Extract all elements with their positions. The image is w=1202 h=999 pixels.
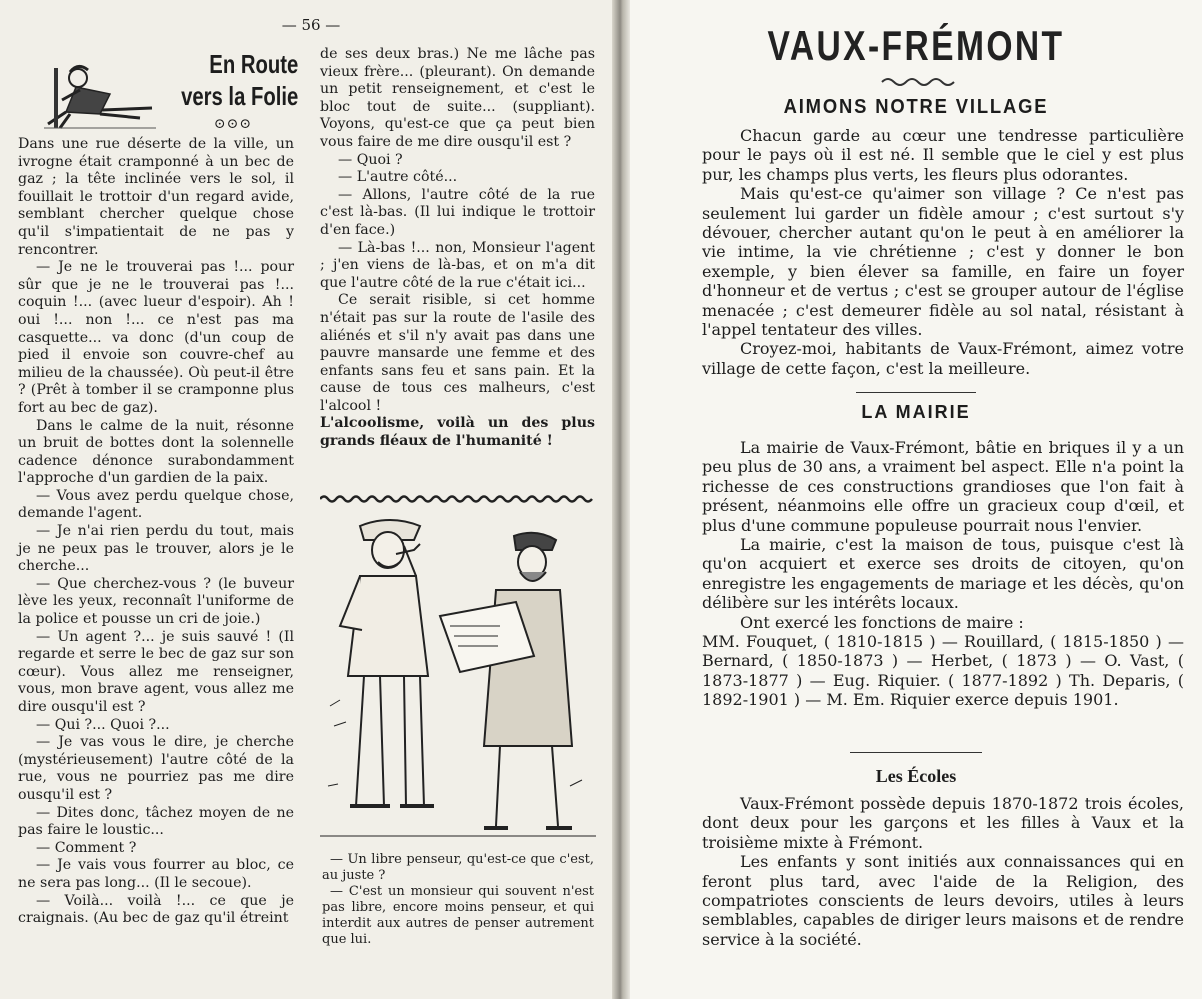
paragraph: — Qui ?... Quoi ?...	[36, 716, 170, 733]
paragraph: La mairie, c'est la maison de tous, puisque c'est là qu'on acquiert et exerce ses droits de citoyen, qu'on enregistre les engagements de mariage et les décès, qu'on délibère sur les intérêts locaux.	[702, 535, 1184, 613]
paragraph: Dans le calme de la nuit, résonne un bruit de bottes dont la solennelle cadence dénonce surabondamment l'approche d'un gardien de la paix.	[18, 417, 294, 487]
paragraph: — Là-bas !... non, Monsieur l'agent ; j'en viens de là-bas, et on m'a dit que l'autre côté de la rue c'était ici...	[320, 239, 595, 291]
section-heading-aimons: AIMONS NOTRE VILLAGE	[783, 96, 1049, 118]
divider-line	[850, 752, 982, 753]
paragraph: Ce serait risible, si cet homme n'était pas sur la route de l'asile des aliénés et s'il n'y avait pas dans une pauvre mansarde une femme et des enfants sans feu et sans pain. Et la cause de tous ces malheurs, c'est l'alcool !	[320, 292, 595, 414]
story-title-block	[30, 46, 300, 134]
wavy-divider	[320, 494, 596, 504]
paragraph: — Comment ?	[36, 839, 137, 856]
paragraph: — Je vais vous fourrer au bloc, ce ne sera pas long... (Il le secoue).	[18, 857, 294, 891]
paragraph: Croyez-moi, habitants de Vaux-Frémont, aimez votre village de cette façon, c'est la meilleure.	[702, 339, 1184, 378]
paragraph: Dans une rue déserte de la ville, un ivrogne était cramponné à un bec de gaz ; la tête inclinée vers le sol, il fouillait le trottoir d'un regard avide, semblant chercher quelque chose qu'il s'impatientait de ne pas y rencontrer.	[18, 136, 294, 258]
paragraph: — Voilà... voilà !... ce que je craignais. (Au bec de gaz qu'il étreint	[18, 892, 294, 927]
mayors-list: MM. Fouquet, ( 1810-1815 ) — Rouillard, ( 1815-1850 ) — Bernard, ( 1850-1873 ) — Herbet, ( 1873 ) — O. Vast, ( 1873-1877 ) — Eug. Riquier. ( 1877-1892 ) Th. Deparis, ( 1892-1901 ) — M. Em. Riquier exerce depuis 1901.	[702, 632, 1184, 710]
village-title: VAUX-FRÉMONT	[767, 22, 1065, 69]
title-ornament: ⊙⊙⊙	[213, 116, 253, 132]
paragraph: — Allons, l'autre côté de la rue c'est là-bas. (Il lui indique le trottoir d'en face.)	[320, 186, 595, 238]
story-title	[181, 48, 298, 112]
page-number: — 56 —	[281, 16, 341, 34]
story-title-line2: vers la Folie	[180, 81, 298, 111]
paragraph: — Je vas vous le dire, je cherche (mystérieusement) l'autre côté de la rue, vous ne pourriez pas me dire ousqu'il est ?	[18, 734, 294, 803]
story-title-line1: En Route	[208, 49, 298, 79]
cartoon-caption	[322, 852, 594, 948]
paragraph: — Vous avez perdu quelque chose, demande l'agent.	[18, 487, 294, 522]
title-ornament	[880, 76, 960, 88]
book-gutter	[612, 0, 630, 999]
bold-warning-text: L'alcoolisme, voilà un des plus grands fléaux de l'humanité !	[320, 415, 595, 450]
paragraph: — Que cherchez-vous ? (le buveur lève les yeux, reconnaît l'uniforme de la police et pousse un cri de joie.)	[18, 575, 294, 628]
section-heading-ecoles: Les Écoles	[875, 766, 957, 786]
paragraph: de ses deux bras.) Ne me lâche pas vieux frère... (pleurant). On demande un petit renseignement, et c'est le bloc tout de suite... (suppliant). Voyons, qu'est-ce que ça peut bien vous faire de me dire ousqu'il est ?	[320, 46, 595, 150]
paragraph: — Quoi ?	[338, 151, 403, 168]
mairie-section	[702, 438, 1184, 710]
paragraph: Mais qu'est-ce qu'aimer son village ? Ce n'est pas seulement lui garder un fidèle amour ; c'est surtout s'y dévouer, chercher autant qu'on le peut à en améliorer la vie intime, la vie chrétienne ; c'est y donner le bon exemple, y bien élever sa famille, en faire un foyer d'honneur et de vertus ; c'est se grouper autour de l'église menacée ; c'est demeurer fidèle au sol natal, résistant à l'appel tentateur des villes.	[702, 184, 1184, 340]
alcoholism-warning	[320, 415, 595, 450]
paragraph: — Je n'ai rien perdu du tout, mais je ne peux pas le trouver, alors je le cherche...	[18, 523, 294, 575]
paragraph: Les enfants y sont initiés aux connaissances qui en feront plus tard, avec l'aide de la Religion, des compatriotes conscients de leurs devoirs, utiles à leurs semblables, capables de diriger leurs maisons et de rendre service à la société.	[702, 852, 1184, 949]
cartoon-illustration	[320, 506, 596, 846]
story-column-2	[320, 46, 595, 451]
ecoles-section	[702, 794, 1184, 949]
section-heading-mairie: LA MAIRIE	[861, 402, 971, 422]
paragraph: — L'autre côté...	[338, 169, 458, 186]
paragraph: — Je ne le trouverai pas !... pour sûr que je ne le trouverai pas !... coquin !... (avec lueur d'espoir). Ah ! oui !... non !... ce n'est pas ma casquette... va donc (d'un coup de pied il envoie son couvre-chef au milieu de la chaussée). Où peut-il être ? (Prêt à tomber il se cramponne plus fort au bec de gaz).	[18, 259, 294, 416]
paragraph: — Dites donc, tâchez moyen de ne pas faire le loustic...	[18, 804, 294, 839]
story-column-1	[18, 136, 294, 928]
drunkard-illustration	[40, 60, 158, 130]
paragraph: La mairie de Vaux-Frémont, bâtie en briques il y a un peu plus de 30 ans, a vraiment bel aspect. Elle n'a point la richesse de ces constructions grandioses que l'on fait à présent, néanmoins elle offre un gracieux coup d'œil, et plus d'une commune populeuse pourrait nous l'envier.	[702, 438, 1184, 535]
paragraph: Ont exercé les fonctions de maire :	[740, 612, 1024, 632]
caption-line: — C'est un monsieur qui souvent n'est pas libre, encore moins penseur, et qui interdit aux autres de penser autrement que lui.	[322, 884, 594, 947]
right-page	[630, 0, 1202, 999]
divider-line	[856, 392, 976, 393]
caption-line: — Un libre penseur, qu'est-ce que c'est, au juste ?	[322, 852, 594, 883]
paragraph: — Un agent ?... je suis sauvé ! (Il regarde et serre le bec de gaz sur son cœur). Vous allez me renseigner, vous, mon brave agent, vous allez me dire ousqu'il est ?	[18, 628, 294, 715]
paragraph: Vaux-Frémont possède depuis 1870-1872 trois écoles, dont deux pour les garçons et les filles à Vaux et la troisième mixte à Frémont.	[702, 794, 1184, 852]
paragraph: Chacun garde au cœur une tendresse particulière pour le pays où il est né. Il semble que le ciel y est plus pur, les champs plus verts, les fleurs plus odorantes.	[702, 126, 1184, 184]
aimons-section	[702, 126, 1184, 378]
